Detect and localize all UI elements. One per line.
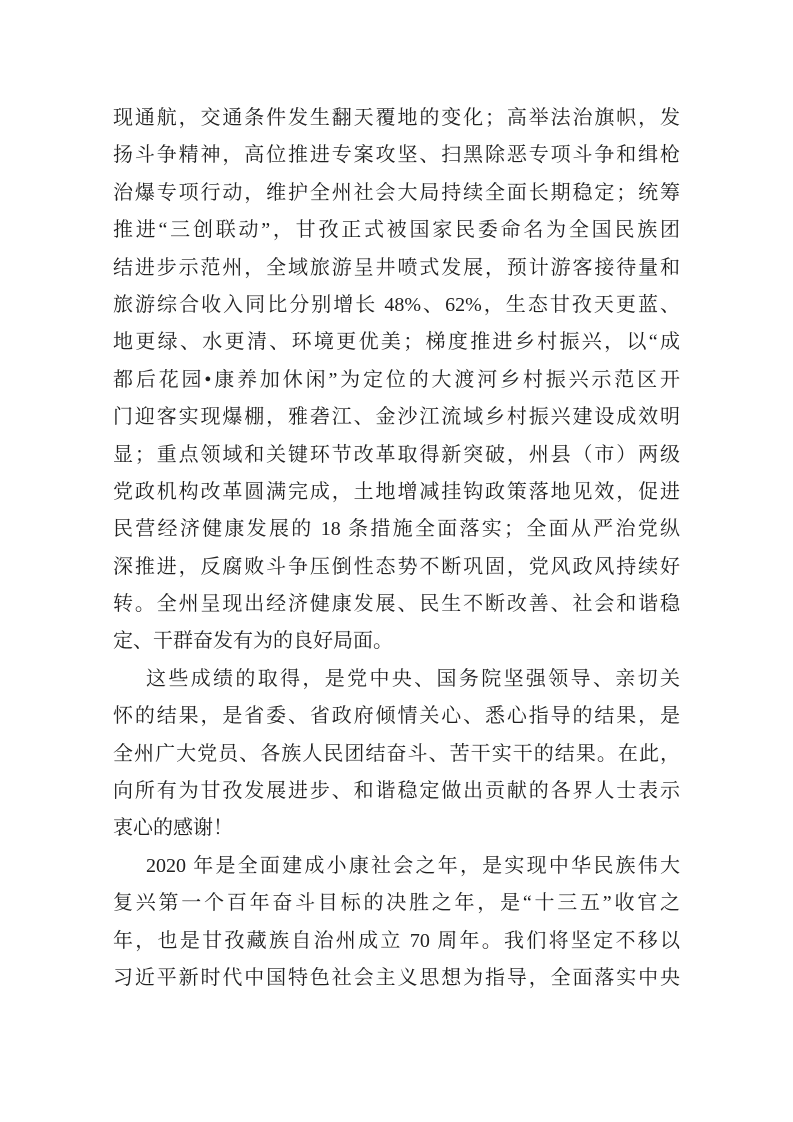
text-line: 都后花园•康养加休闲”为定位的大渡河乡村振兴示范区开 (113, 368, 680, 391)
text-line: 地更绿、水更清、环境更优美；梯度推进乡村振兴，以“成 (113, 331, 680, 354)
text-line: 向所有为甘孜发展进步、和谐稳定做出贡献的各界人士表示 (113, 780, 680, 803)
text-line: 复兴第一个百年奋斗目标的决胜之年，是“十三五”收官之 (113, 892, 680, 915)
text-line: 显；重点领域和关键环节改革取得新突破，州县（市）两级 (113, 443, 680, 466)
paragraph (113, 100, 680, 661)
text-line: 深推进，反腐败斗争压倒性态势不断巩固，党风政风持续好 (113, 555, 680, 578)
text-line: 旅游综合收入同比分别增长 48%、62%，生态甘孜天更蓝、 (113, 293, 680, 316)
text-line: 现通航，交通条件发生翻天覆地的变化；高举法治旗帜，发 (113, 107, 680, 129)
text-line: 习近平新时代中国特色社会主义思想为指导，全面落实中央 (113, 966, 680, 989)
text-line: 治爆专项行动，维护全州社会大局持续全面长期稳定；统筹 (113, 181, 680, 204)
text-line: 推进“三创联动”，甘孜正式被国家民委命名为全国民族团 (113, 219, 680, 242)
text-line: 定、干群奋发有为的良好局面。 (113, 630, 393, 653)
text-block (113, 100, 680, 997)
text-line: 全州广大党员、各族人民团结奋斗、苦干实干的结果。在此， (113, 742, 680, 765)
text-line: 年，也是甘孜藏族自治州成立 70 周年。我们将坚定不移以 (113, 929, 680, 952)
text-line: 扬斗争精神，高位推进专案攻坚、扫黑除恶专项斗争和缉枪 (113, 144, 680, 167)
paragraph (113, 848, 680, 998)
text-line: 衷心的感谢！ (113, 817, 233, 840)
text-line: 2020 年是全面建成小康社会之年，是实现中华民族伟大 (146, 854, 680, 877)
text-line: 这些成绩的取得，是党中央、国务院坚强领导、亲切关 (146, 667, 680, 690)
text-line: 门迎客实现爆棚，雅砻江、金沙江流域乡村振兴建设成效明 (113, 406, 680, 429)
paragraph (113, 661, 680, 848)
text-line: 结进步示范州，全域旅游呈井喷式发展，预计游客接待量和 (113, 256, 680, 279)
text-line: 民营经济健康发展的 18 条措施全面落实；全面从严治党纵 (113, 518, 680, 541)
text-line: 党政机构改革圆满完成，土地增减挂钩政策落地见效，促进 (113, 480, 680, 503)
text-line: 转。全州呈现出经济健康发展、民生不断改善、社会和谐稳 (113, 593, 680, 616)
text-line: 怀的结果，是省委、省政府倾情关心、悉心指导的结果，是 (113, 705, 680, 728)
